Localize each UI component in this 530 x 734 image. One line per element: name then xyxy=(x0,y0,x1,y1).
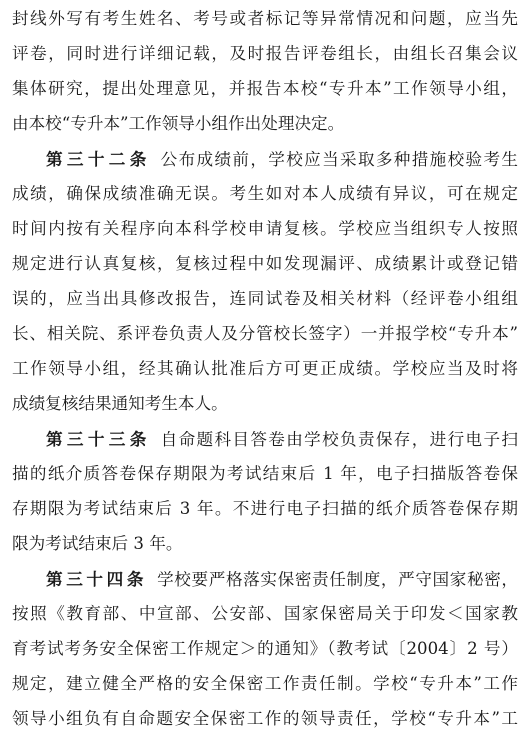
text-line: 长、相关院、系评卷负责人及分管校长签字）一并报学校“专升本” xyxy=(12,324,518,343)
text-line: 描的纸介质答卷保存期限为考试结束后 1 年，电子扫描版答卷保 xyxy=(12,464,518,483)
article-32-first-line xyxy=(46,144,518,174)
article-heading: 第三十三条 xyxy=(46,429,151,449)
article-33-first-line xyxy=(46,424,518,454)
text-line: 时间内按有关程序向本科学校申请复核。学校应当组织专人按照 xyxy=(12,219,518,238)
text-line: 限为考试结束后 3 年。 xyxy=(12,534,183,553)
text-line: 集体研究，提出处理意见，并报告本校“专升本”工作领导小组， xyxy=(12,79,518,98)
text-line: 规定，建立健全严格的安全保密工作责任制。学校“专升本”工作 xyxy=(12,674,518,693)
text-line: 成绩，确保成绩准确无误。考生如对本人成绩有异议，可在规定 xyxy=(12,184,518,203)
text-line: 学校要严格落实保密责任制度，严守国家秘密， xyxy=(157,570,519,589)
text-line: 由本校“专升本”工作领导小组作出处理决定。 xyxy=(12,114,345,133)
text-line: 领导小组负有自命题安全保密工作的领导责任，学校“专升本”工 xyxy=(12,709,518,728)
article-34-first-line xyxy=(46,564,518,594)
text-line: 封线外写有考生姓名、考号或者标记等异常情况和问题，应当先 xyxy=(12,9,518,28)
article-heading: 第三十二条 xyxy=(46,149,151,169)
text-line: 成绩复核结果通知考生本人。 xyxy=(12,394,228,413)
article-heading: 第三十四条 xyxy=(46,569,148,589)
text-line: 自命题科目答卷由学校负责保存，进行电子扫 xyxy=(160,430,519,449)
text-line: 存期限为考试结束后 3 年。不进行电子扫描的纸介质答卷保存期 xyxy=(12,499,518,518)
text-line: 规定进行认真复核，复核过程中如发现漏评、成绩累计或登记错 xyxy=(12,254,518,273)
text-line: 误的，应当出具修改报告，连同试卷及相关材料（经评卷小组组 xyxy=(12,289,518,308)
text-line: 按照《教育部、中宣部、公安部、国家保密局关于印发＜国家教 xyxy=(12,604,518,623)
text-line: 公布成绩前，学校应当采取多种措施校验考生 xyxy=(160,150,519,169)
text-line: 育考试考务安全保密工作规定＞的通知》（教考试〔2004〕2 号） xyxy=(12,639,518,658)
text-line: 工作领导小组，经其确认批准后方可更正成绩。学校应当及时将 xyxy=(12,359,518,378)
text-line: 评卷，同时进行详细记载，及时报告评卷组长，由组长召集会议 xyxy=(12,44,518,63)
